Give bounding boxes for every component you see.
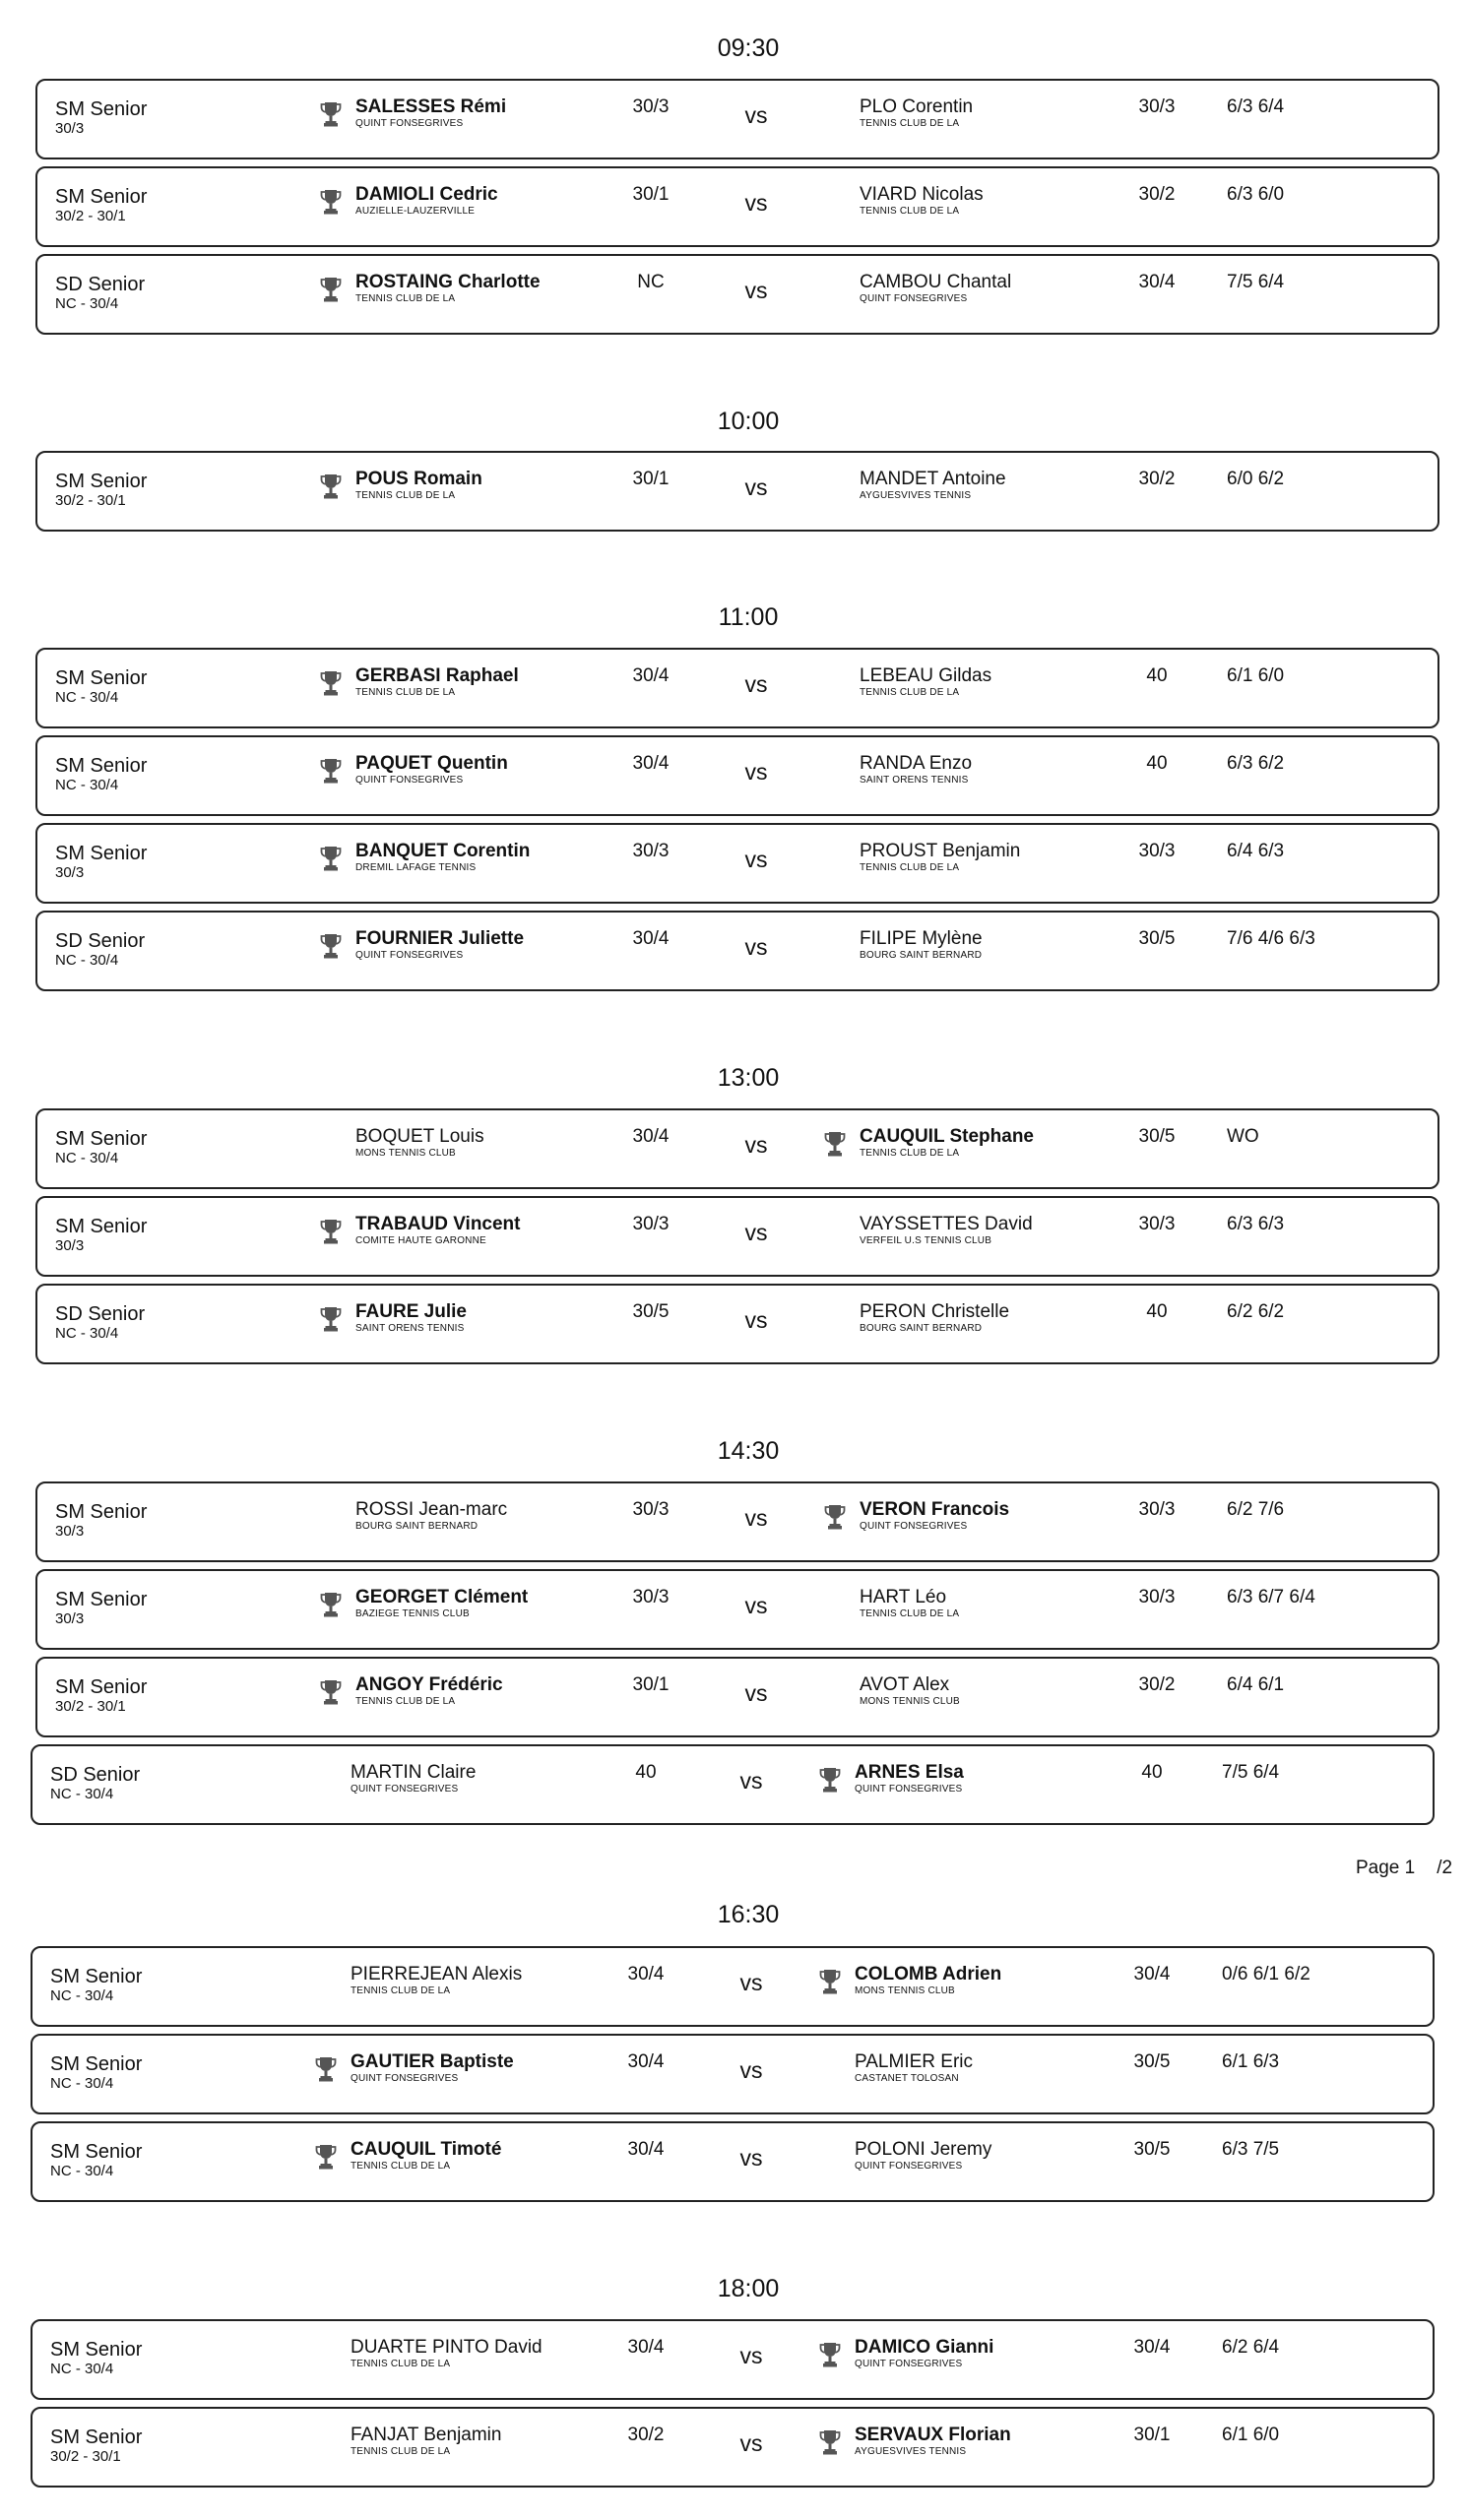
trophy-icon [823,276,847,303]
player1-club: TENNIS CLUB DE LA [351,1985,451,1996]
match-score: 6/1 6/0 [1227,665,1285,686]
player1-club: TENNIS CLUB DE LA [355,1696,456,1707]
vs-label: vs [739,2430,763,2456]
vs-label: vs [744,474,768,500]
match-category: SM Senior [55,1676,148,1698]
match-card [31,2319,1435,2400]
player2-club: AYGUESVIVES TENNIS [860,490,972,501]
match-category: SD Senior [55,930,146,952]
player2-rank: 40 [1146,665,1168,686]
trophy-icon [823,669,847,697]
player1-club: QUINT FONSEGRIVES [355,950,464,961]
match-card [31,1744,1435,1825]
player2-name: POLONI Jeremy [855,2139,992,2160]
player1-rank: 30/3 [632,96,670,117]
player1-rank: 30/4 [627,2139,665,2160]
match-score: 6/2 7/6 [1227,1499,1285,1520]
player2-club: QUINT FONSEGRIVES [855,1784,963,1795]
trophy-icon [319,100,343,128]
vs-label: vs [744,934,768,960]
match-score: 6/3 7/5 [1222,2139,1280,2160]
match-category: SM Senior [55,1501,148,1523]
player1-club: QUINT FONSEGRIVES [351,1784,459,1795]
trophy-icon [823,932,847,960]
match-score: 6/2 6/2 [1227,1301,1285,1322]
vs-label: vs [744,671,768,697]
player2-club: QUINT FONSEGRIVES [855,2161,963,2172]
match-category: SD Senior [50,1764,141,1786]
player2-club: TENNIS CLUB DE LA [860,118,960,129]
player2-rank: 30/2 [1138,1674,1176,1695]
vs-label: vs [744,759,768,785]
match-card [35,823,1439,904]
player2-name: PERON Christelle [860,1301,1010,1322]
match-card [35,1196,1439,1277]
trophy-icon [818,2143,842,2171]
player2-rank: 30/5 [1138,928,1176,949]
vs-label: vs [739,1768,763,1794]
time-slot-header: 10:00 [717,408,780,435]
match-category: SM Senior [50,2339,143,2361]
player1-rank: 30/2 [627,2425,665,2445]
match-level: 30/2 - 30/1 [55,208,126,224]
player1-club: COMITE HAUTE GARONNE [355,1235,486,1246]
trophy-icon [818,2341,842,2368]
player1-rank: 30/4 [627,1964,665,1984]
player1-name: GEORGET Clément [355,1587,529,1607]
player2-rank: 40 [1146,1301,1168,1322]
match-score: 6/1 6/3 [1222,2051,1280,2072]
trophy-icon [823,1591,847,1618]
match-card [31,2121,1435,2202]
player1-club: TENNIS CLUB DE LA [351,2359,451,2369]
player1-name: ROSTAING Charlotte [355,272,541,292]
trophy-icon [319,1678,343,1706]
match-level: NC - 30/4 [55,689,119,706]
vs-label: vs [739,2057,763,2083]
trophy-icon [319,276,343,303]
trophy-icon [314,1968,338,1995]
player1-club: QUINT FONSEGRIVES [355,775,464,786]
match-level: NC - 30/4 [50,2361,114,2377]
match-level: NC - 30/4 [50,2075,114,2092]
match-score: 6/0 6/2 [1227,469,1285,489]
trophy-icon [319,1130,343,1158]
match-level: 30/3 [55,1610,85,1627]
player2-rank: 30/3 [1138,96,1176,117]
player1-rank: 30/4 [627,2337,665,2358]
player2-club: SAINT ORENS TENNIS [860,775,969,786]
trophy-icon [823,1305,847,1333]
player1-rank: 30/4 [627,2051,665,2072]
vs-label: vs [744,278,768,303]
match-score: 6/3 6/2 [1227,753,1285,774]
player2-rank: 30/5 [1133,2139,1171,2160]
player2-rank: 30/2 [1138,184,1176,205]
match-card [31,2034,1435,2114]
player1-club: TENNIS CLUB DE LA [351,2161,451,2172]
player1-club: SAINT ORENS TENNIS [355,1323,465,1334]
player2-club: QUINT FONSEGRIVES [860,293,968,304]
player1-rank: 30/4 [632,665,670,686]
trophy-icon [818,1766,842,1794]
match-card [35,254,1439,335]
match-card [35,735,1439,816]
player1-rank: 30/4 [632,928,670,949]
match-card [35,648,1439,728]
player2-club: AYGUESVIVES TENNIS [855,2446,967,2457]
player1-rank: 30/3 [632,1587,670,1607]
player1-name: CAUQUIL Timoté [351,2139,502,2160]
player2-name: PLO Corentin [860,96,974,117]
player2-club: QUINT FONSEGRIVES [860,1521,968,1532]
match-card [35,1569,1439,1650]
match-score: 6/3 6/4 [1227,96,1285,117]
vs-label: vs [744,190,768,216]
player2-club: MONS TENNIS CLUB [855,1985,955,1996]
player1-name: TRABAUD Vincent [355,1214,521,1234]
player1-name: ANGOY Frédéric [355,1674,503,1695]
trophy-icon [823,100,847,128]
trophy-icon [823,472,847,500]
match-category: SM Senior [50,2053,143,2075]
time-slot-header: 16:30 [717,1901,780,1928]
match-category: SM Senior [55,667,148,689]
trophy-icon [319,932,343,960]
player1-club: AUZIELLE-LAUZERVILLE [355,206,476,217]
match-level: 30/3 [55,120,85,137]
match-category: SM Senior [50,2141,143,2163]
vs-label: vs [739,1970,763,1995]
player2-rank: 30/3 [1138,1587,1176,1607]
player1-club: MONS TENNIS CLUB [355,1148,456,1159]
player2-name: MANDET Antoine [860,469,1006,489]
trophy-icon [314,2428,338,2456]
player1-name: BOQUET Louis [355,1126,484,1147]
vs-label: vs [744,847,768,872]
match-category: SM Senior [50,1966,143,1987]
match-level: NC - 30/4 [50,2163,114,2179]
trophy-icon [319,1503,343,1531]
player1-rank: 30/5 [632,1301,670,1322]
player1-rank: 30/4 [632,1126,670,1147]
trophy-icon [319,1591,343,1618]
player2-name: PROUST Benjamin [860,841,1021,861]
vs-label: vs [744,1505,768,1531]
player1-name: BANQUET Corentin [355,841,531,861]
player2-name: CAMBOU Chantal [860,272,1012,292]
time-slot-header: 13:00 [717,1064,780,1092]
match-category: SM Senior [55,186,148,208]
player2-rank: 30/3 [1138,1499,1176,1520]
player2-name: VIARD Nicolas [860,184,984,205]
vs-label: vs [744,1680,768,1706]
player1-name: GAUTIER Baptiste [351,2051,514,2072]
vs-label: vs [739,2343,763,2368]
trophy-icon [314,2055,338,2083]
match-category: SD Senior [55,1303,146,1325]
player2-name: LEBEAU Gildas [860,665,992,686]
match-level: NC - 30/4 [55,1150,119,1166]
match-card [35,1108,1439,1189]
player2-club: QUINT FONSEGRIVES [855,2359,963,2369]
time-slot-header: 09:30 [717,34,780,62]
match-level: 30/3 [55,1237,85,1254]
player1-rank: 30/1 [632,184,670,205]
trophy-icon [823,1130,847,1158]
page-indicator [1356,1858,1452,1879]
trophy-icon [823,1218,847,1245]
match-score: 6/3 6/0 [1227,184,1285,205]
player2-name: ARNES Elsa [855,1762,964,1783]
vs-label: vs [744,1220,768,1245]
match-score: 6/3 6/7 6/4 [1227,1587,1315,1607]
match-card [35,451,1439,532]
player2-club: TENNIS CLUB DE LA [860,1608,960,1619]
match-score: 6/3 6/3 [1227,1214,1285,1234]
match-card [35,1657,1439,1737]
player2-name: SERVAUX Florian [855,2425,1011,2445]
player1-club: DREMIL LAFAGE TENNIS [355,862,477,873]
player1-name: PIERREJEAN Alexis [351,1964,523,1984]
player2-rank: 30/3 [1138,1214,1176,1234]
match-level: 30/2 - 30/1 [55,492,126,509]
player2-name: FILIPE Mylène [860,928,983,949]
player2-name: COLOMB Adrien [855,1964,1002,1984]
player1-club: BOURG SAINT BERNARD [355,1521,479,1532]
trophy-icon [319,188,343,216]
player1-rank: 30/3 [632,841,670,861]
player2-name: AVOT Alex [860,1674,950,1695]
match-level: 30/2 - 30/1 [55,1698,126,1715]
match-card [31,2407,1435,2488]
match-category: SM Senior [55,471,148,492]
player1-club: TENNIS CLUB DE LA [355,490,456,501]
trophy-icon [823,845,847,872]
trophy-icon [319,1305,343,1333]
player2-rank: 30/4 [1133,1964,1171,1984]
player1-name: PAQUET Quentin [355,753,508,774]
match-card [35,911,1439,991]
vs-label: vs [744,102,768,128]
player2-rank: 30/3 [1138,841,1176,861]
page-current: Page 1 [1356,1858,1416,1878]
trophy-icon [319,757,343,785]
match-category: SM Senior [55,1589,148,1610]
match-card [35,79,1439,159]
trophy-icon [314,2341,338,2368]
vs-label: vs [744,1593,768,1618]
vs-label: vs [744,1132,768,1158]
trophy-icon [319,472,343,500]
player1-name: POUS Romain [355,469,482,489]
player1-name: DUARTE PINTO David [351,2337,543,2358]
player1-name: FOURNIER Juliette [355,928,525,949]
trophy-icon [818,1968,842,1995]
trophy-icon [818,2055,842,2083]
match-level: 30/3 [55,864,85,881]
player1-rank: NC [637,272,665,292]
player1-name: FAURE Julie [355,1301,467,1322]
match-level: NC - 30/4 [50,1786,114,1802]
player1-club: BAZIEGE TENNIS CLUB [355,1608,470,1619]
player2-rank: 40 [1141,1762,1163,1783]
player2-club: TENNIS CLUB DE LA [860,206,960,217]
player2-rank: 30/2 [1138,469,1176,489]
player1-rank: 30/3 [632,1214,670,1234]
player2-club: MONS TENNIS CLUB [860,1696,960,1707]
match-category: SM Senior [55,1216,148,1237]
match-score: 7/6 4/6 6/3 [1227,928,1315,949]
match-score: 6/4 6/3 [1227,841,1285,861]
match-level: 30/3 [55,1523,85,1540]
player2-rank: 40 [1146,753,1168,774]
player1-club: TENNIS CLUB DE LA [355,293,456,304]
player1-club: TENNIS CLUB DE LA [351,2446,451,2457]
match-card [31,1946,1435,2027]
match-category: SM Senior [50,2426,143,2448]
player2-club: VERFEIL U.S TENNIS CLUB [860,1235,992,1246]
player2-club: BOURG SAINT BERNARD [860,950,983,961]
match-score: 6/4 6/1 [1227,1674,1285,1695]
match-category: SD Senior [55,274,146,295]
match-score: 0/6 6/1 6/2 [1222,1964,1310,1984]
player1-name: DAMIOLI Cedric [355,184,498,205]
match-level: NC - 30/4 [55,952,119,969]
player1-rank: 40 [635,1762,657,1783]
time-slot-header: 18:00 [717,2275,780,2302]
player2-rank: 30/5 [1133,2051,1171,2072]
player2-club: CASTANET TOLOSAN [855,2073,959,2084]
player2-name: CAUQUIL Stephane [860,1126,1035,1147]
match-category: SM Senior [55,98,148,120]
player2-name: HART Léo [860,1587,947,1607]
match-category: SM Senior [55,1128,148,1150]
player1-name: MARTIN Claire [351,1762,477,1783]
player2-rank: 30/5 [1138,1126,1176,1147]
match-level: NC - 30/4 [55,295,119,312]
match-category: SM Senior [55,755,148,777]
match-level: NC - 30/4 [55,777,119,793]
player1-rank: 30/3 [632,1499,670,1520]
player1-club: QUINT FONSEGRIVES [351,2073,459,2084]
player1-name: GERBASI Raphael [355,665,519,686]
player2-rank: 30/4 [1133,2337,1171,2358]
player1-club: TENNIS CLUB DE LA [355,687,456,698]
match-level: 30/2 - 30/1 [50,2448,121,2465]
trophy-icon [823,1678,847,1706]
page-total: /2 [1437,1858,1453,1878]
trophy-icon [823,1503,847,1531]
player1-name: SALESSES Rémi [355,96,507,117]
player2-name: DAMICO Gianni [855,2337,994,2358]
player2-club: TENNIS CLUB DE LA [860,1148,960,1159]
player1-rank: 30/4 [632,753,670,774]
match-level: NC - 30/4 [55,1325,119,1342]
trophy-icon [823,757,847,785]
player2-rank: 30/1 [1133,2425,1171,2445]
match-card [35,1284,1439,1364]
player2-name: VAYSSETTES David [860,1214,1033,1234]
match-score: 6/1 6/0 [1222,2425,1280,2445]
trophy-icon [818,2428,842,2456]
player2-name: RANDA Enzo [860,753,973,774]
match-category: SM Senior [55,843,148,864]
match-card [35,166,1439,247]
player1-name: FANJAT Benjamin [351,2425,502,2445]
trophy-icon [823,188,847,216]
vs-label: vs [739,2145,763,2171]
vs-label: vs [744,1307,768,1333]
player1-club: QUINT FONSEGRIVES [355,118,464,129]
player1-name: ROSSI Jean-marc [355,1499,508,1520]
trophy-icon [314,2143,338,2171]
player2-rank: 30/4 [1138,272,1176,292]
trophy-icon [319,1218,343,1245]
trophy-icon [314,1766,338,1794]
trophy-icon [319,845,343,872]
player1-rank: 30/1 [632,1674,670,1695]
player2-club: TENNIS CLUB DE LA [860,862,960,873]
match-level: NC - 30/4 [50,1987,114,2004]
time-slot-header: 11:00 [718,603,779,631]
player2-club: TENNIS CLUB DE LA [860,687,960,698]
player2-name: VERON Francois [860,1499,1010,1520]
match-card [35,1481,1439,1562]
match-score: WO [1227,1126,1259,1147]
match-score: 6/2 6/4 [1222,2337,1280,2358]
time-slot-header: 14:30 [717,1437,780,1465]
player2-club: BOURG SAINT BERNARD [860,1323,983,1334]
match-score: 7/5 6/4 [1227,272,1285,292]
match-score: 7/5 6/4 [1222,1762,1280,1783]
trophy-icon [319,669,343,697]
player2-name: PALMIER Eric [855,2051,974,2072]
player1-rank: 30/1 [632,469,670,489]
